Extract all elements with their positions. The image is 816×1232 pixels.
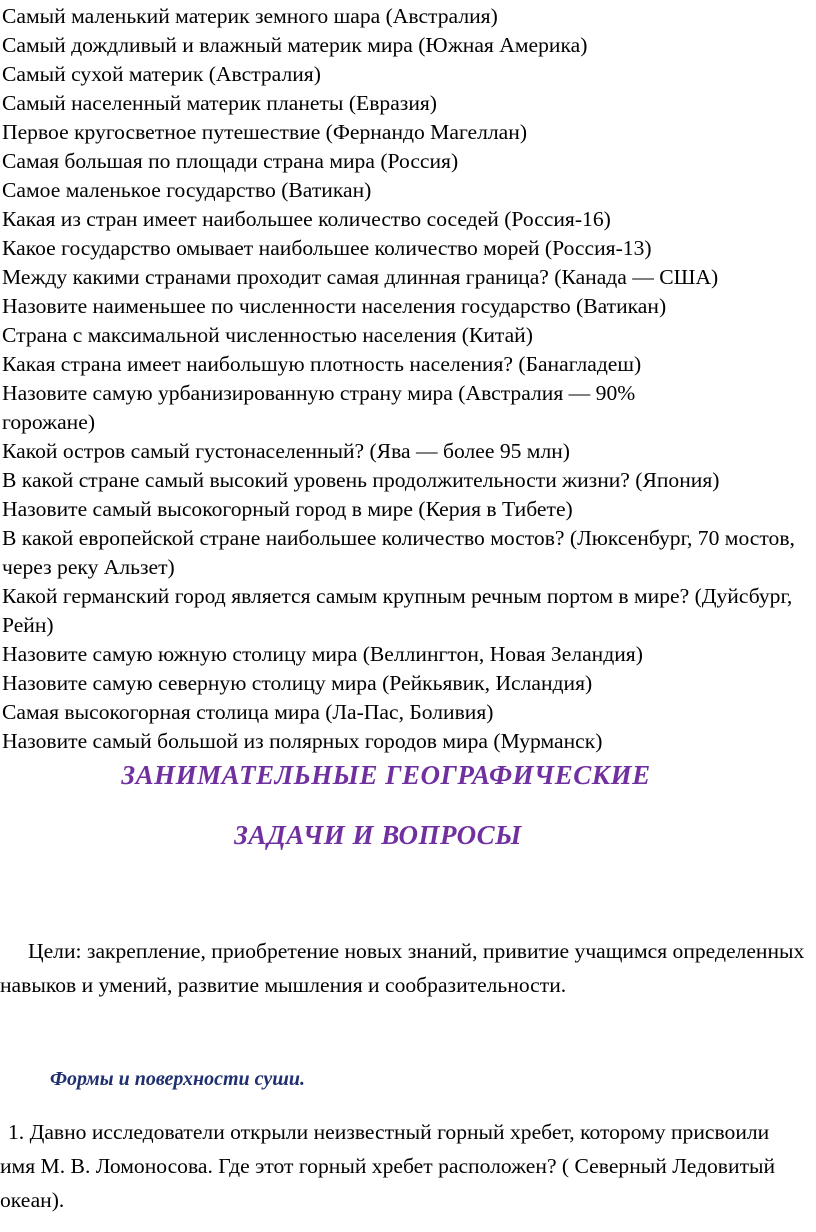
fact-line: Назовите самый высокогорный город в мире (Керия в Тибете) [2,497,573,521]
section-heading: Формы и поверхности суши. [50,1068,306,1090]
question-1 [0,1115,800,1217]
fact-line: Самая высокогорная столица мира (Ла-Пас, Боливия) [2,700,494,724]
fact-line: Самая большая по площади страна мира (Россия) [2,149,459,173]
fact-line: Какая страна имеет наибольшую плотность населения? (Банагладеш) [2,352,642,376]
fact-line: В какой европейской стране наибольшее количество мостов? (Люксенбург, 70 мостов, через реку Альзет) [2,526,795,579]
fact-line: Самое маленькое государство (Ватикан) [2,178,372,202]
fact-line: Назовите наименьшее по численности населения государство (Ватикан) [2,294,667,318]
question-text: Давно исследователи открыли неизвестный горный хребет, которому присвоили имя М. В. Ломоносова. Где этот горный хребет расположен? ( Северный Ледовитый океан). [0,1120,776,1212]
fact-line: Страна с максимальной численностью населения (Китай) [2,323,533,347]
fact-line: Какой остров самый густонаселенный? (Ява — более 95 млн) [2,439,570,463]
fact-line: Самый маленький материк земного шара (Австралия) [2,4,498,28]
goals-text: Цели: закрепление, приобретение новых знаний, привитие учащимся определенных навыков и умений, развитие мышления и сообразительности. [0,939,805,997]
fact-line: Какая из стран имеет наибольшее количество соседей (Россия-16) [2,207,611,231]
fact-line: Назовите самую урбанизированную страну мира (Австралия — 90% горожане) [2,381,636,434]
title-line-2: ЗАДАЧИ И ВОПРОСЫ [234,820,522,850]
fact-line: Назовите самую северную столицу мира (Рейкьявик, Исландия) [2,671,593,695]
fact-line: Самый населенный материк планеты (Евразия) [2,91,437,115]
fact-line: Самый дождливый и влажный материк мира (Южная Америка) [2,33,588,57]
fact-line: Между какими странами проходит самая длинная граница? (Канада — США) [2,265,719,289]
fact-line: Какой германский город является самым крупным речным портом в мире? (Дуйсбург, Рейн) [2,584,793,637]
fact-line: Какое государство омывает наибольшее количество морей (Россия-13) [2,236,652,260]
title-line-1: ЗАНИМАТЕЛЬНЫЕ ГЕОГРАФИЧЕСКИЕ [121,760,651,790]
fact-line: Первое кругосветное путешествие (Фернандо Магеллан) [2,120,528,144]
goals-paragraph [0,934,810,1002]
facts-list [2,2,816,756]
question-number: 1. [8,1120,25,1144]
fact-line: Самый сухой материк (Австралия) [2,62,321,86]
fact-line: Назовите самую южную столицу мира (Веллингтон, Новая Зеландия) [2,642,643,666]
fact-line: В какой стране самый высокий уровень продолжительности жизни? (Япония) [2,468,720,492]
fact-line: Назовите самый большой из полярных городов мира (Мурманск) [2,729,603,753]
